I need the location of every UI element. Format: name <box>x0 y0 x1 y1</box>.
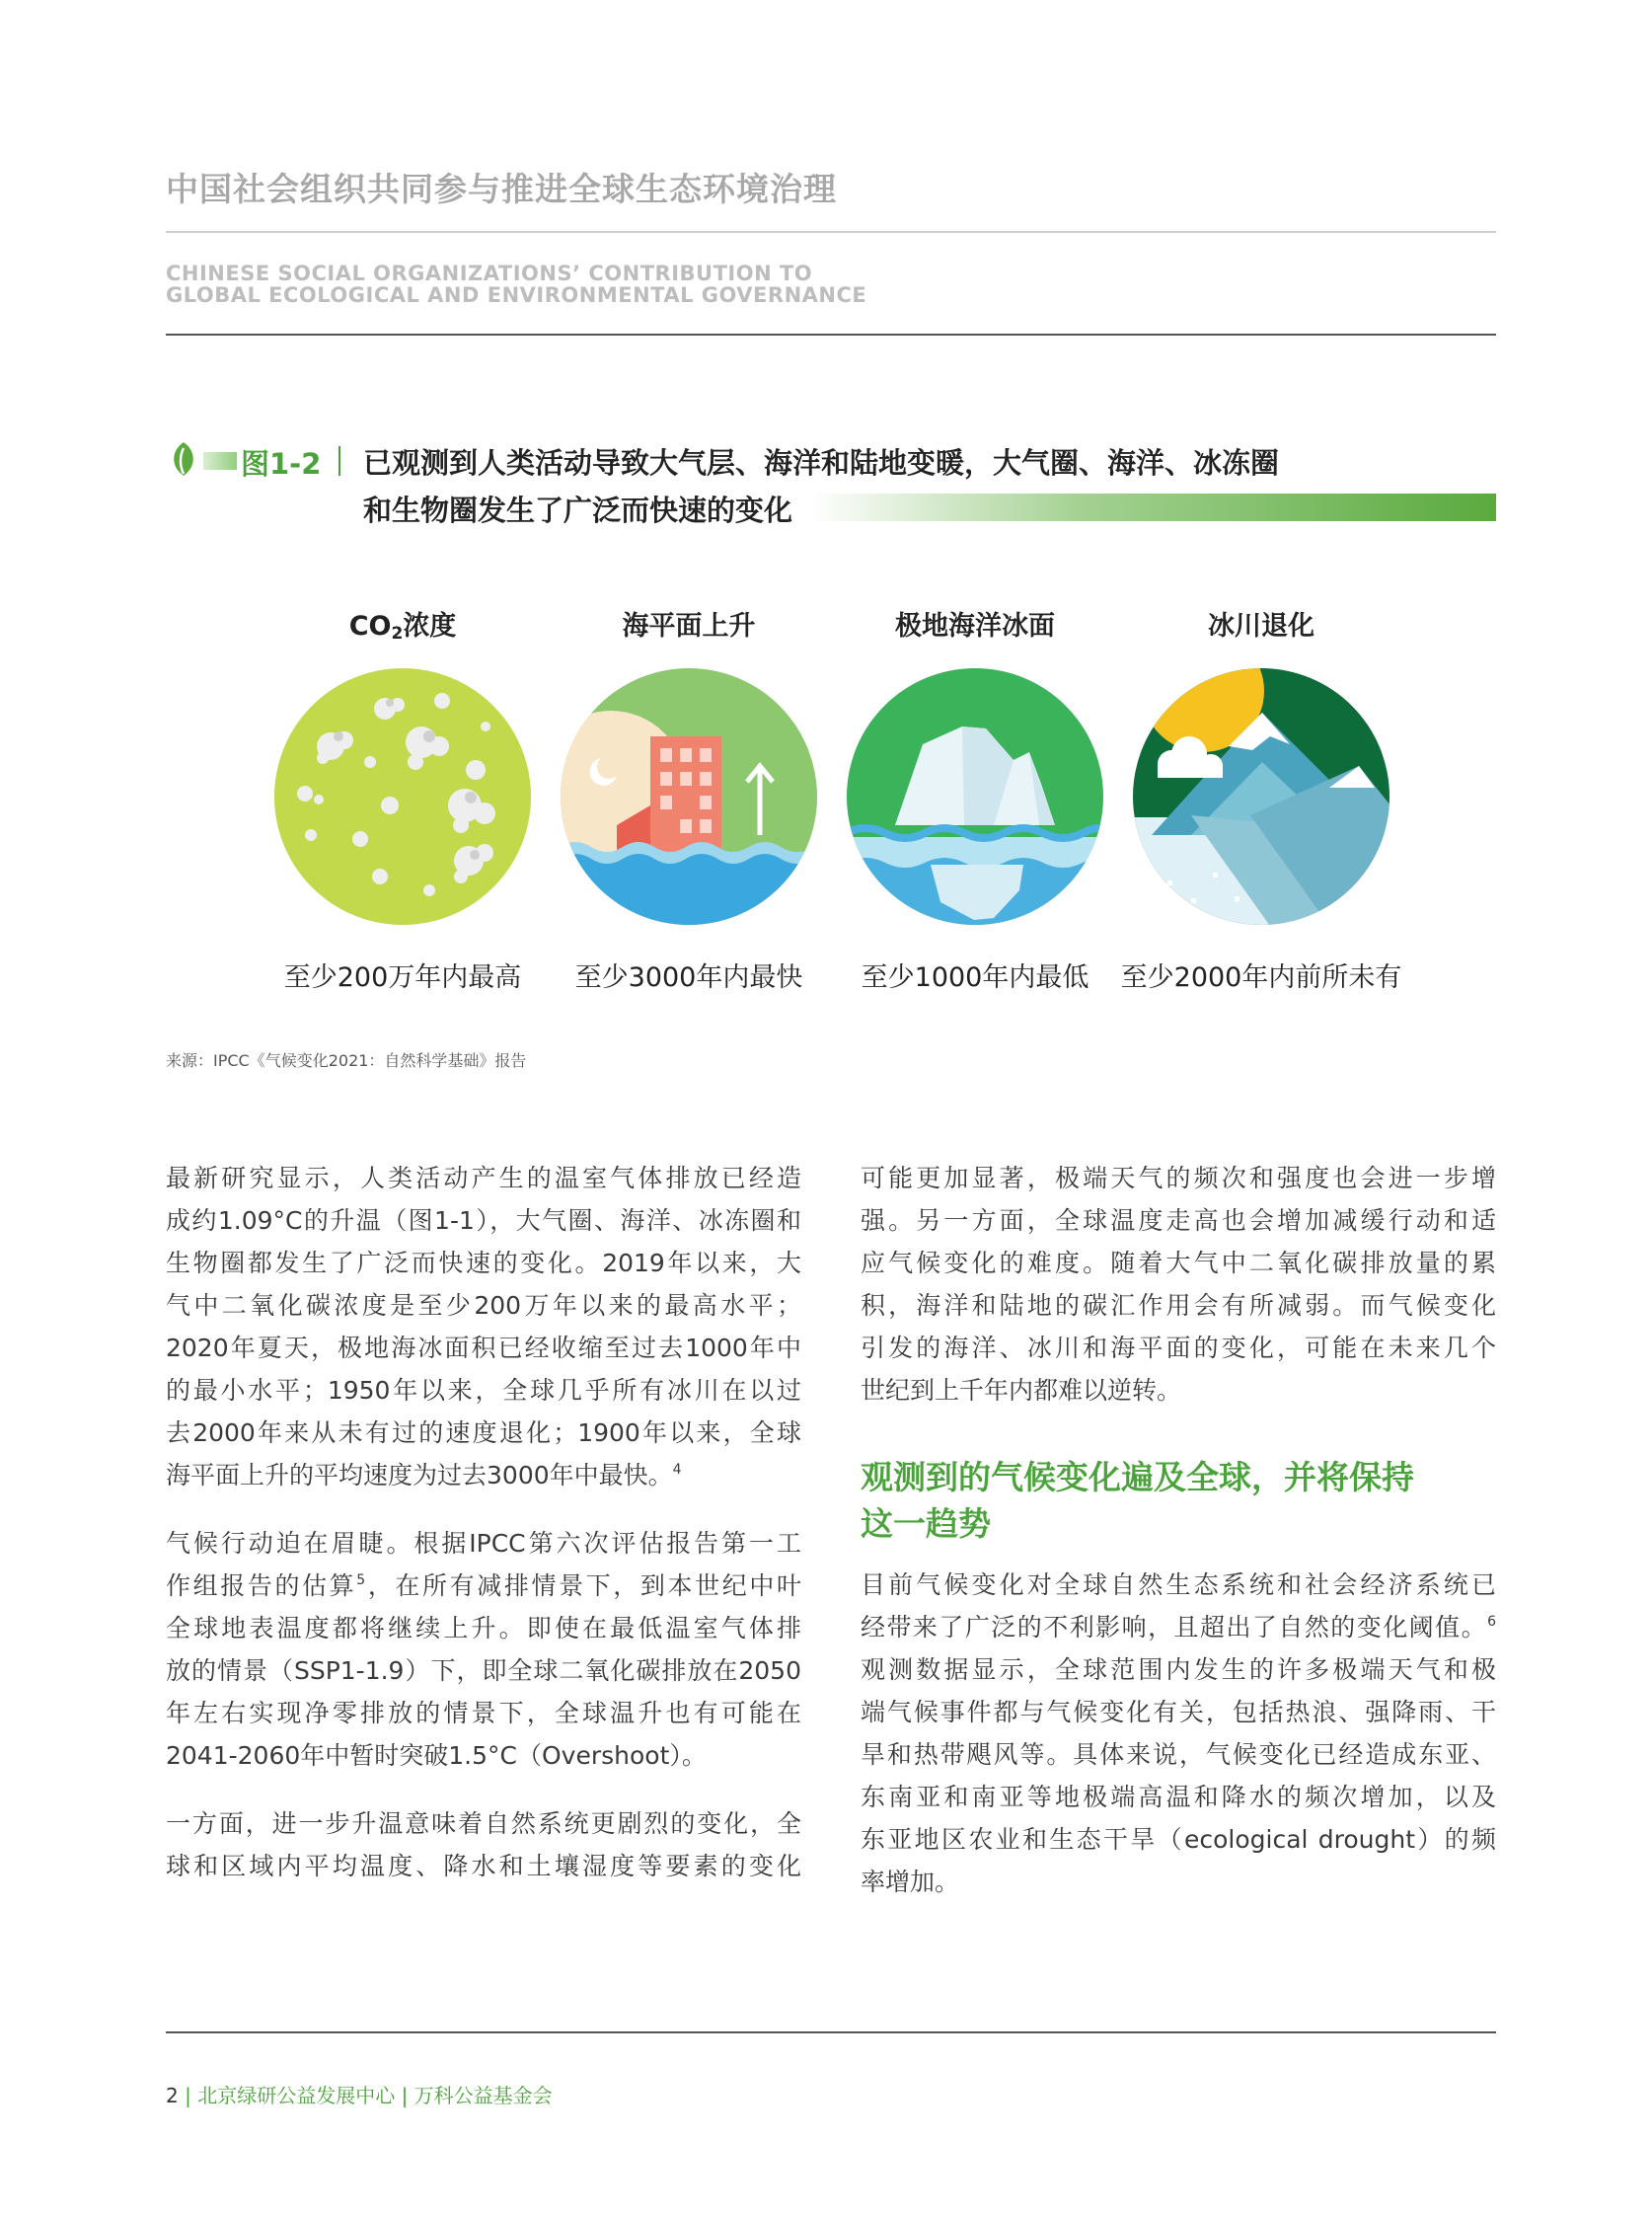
icon-caption-sea-level: 至少3000年内最快 <box>574 962 803 993</box>
paragraph-1 <box>166 1157 801 1496</box>
paragraph-5-line: 东南亚和南亚等地极端高温和降水的频次增加，以及 <box>861 1783 1496 1811</box>
icon-title-co2 <box>255 604 551 644</box>
paragraph-1-line: 去2000年来从未有过的速度退化；1900年以来，全球 <box>166 1418 801 1447</box>
section-subheading <box>861 1454 1496 1547</box>
header-title-en-line1: CHINESE SOCIAL ORGANIZATIONS’ CONTRIBUTION TO <box>166 262 813 285</box>
paragraph-2-line <box>166 1565 801 1607</box>
figure-title-line1: 已观测到人类活动导致大气层、海洋和陆地变暖，大气圈、海洋、冰冻圈 <box>363 446 1280 480</box>
leaf-icon <box>166 440 201 478</box>
header-divider-light <box>166 231 1496 233</box>
paragraph-3-line: 球和区域内平均温度、降水和土壤湿度等要素的变化 <box>166 1852 801 1880</box>
co2-bubbles-icon <box>273 667 532 926</box>
paragraph-5-line: 东亚地区农业和生态干旱（ecological drought）的频 <box>861 1825 1496 1854</box>
paragraph-2 <box>166 1522 801 1777</box>
paragraph-4-line: 世纪到上千年内都难以逆转。 <box>861 1376 1182 1405</box>
header-title-cn: 中国社会组织共同参与推进全球生态环境治理 <box>166 170 837 208</box>
paragraph-2-text: ，在所有减排情景下，到本世纪中叶 <box>365 1571 801 1600</box>
sea-level-rise-icon <box>560 667 818 926</box>
icon-title-co2-main: CO <box>348 611 392 642</box>
icon-title-co2-suffix: 浓度 <box>403 611 457 642</box>
header-title-en-line2: GLOBAL ECOLOGICAL AND ENVIRONMENTAL GOVERNANCE <box>166 283 867 307</box>
footnote-ref: 4 <box>672 1462 682 1478</box>
section-subheading-line1: 观测到的气候变化遍及全球，并将保持 <box>861 1458 1414 1496</box>
paragraph-1-line <box>166 1454 801 1496</box>
polar-sea-ice-icon <box>846 667 1104 926</box>
paragraph-2-line: 气候行动迫在眉睫。根据IPCC第六次评估报告第一工 <box>166 1529 801 1558</box>
paragraph-4-line: 应气候变化的难度。随着大气中二氧化碳排放量的累 <box>861 1249 1496 1277</box>
figure-label-accent <box>203 452 237 470</box>
icon-caption-glacier: 至少2000年内前所未有 <box>1120 962 1402 993</box>
paragraph-5-line: 观测数据显示，全球范围内发生的许多极端天气和极 <box>861 1655 1496 1684</box>
paragraph-5-line <box>861 1606 1496 1648</box>
page-number: 2 <box>166 2084 179 2107</box>
paragraph-5-line: 率增加。 <box>861 1868 960 1896</box>
footer-org-2: 万科公益基金会 <box>413 2084 553 2107</box>
figure-title-line2: 和生物圈发生了广泛而快速的变化 <box>363 494 793 527</box>
paragraph-2-text: 作组报告的估算 <box>166 1571 357 1600</box>
icon-caption-co2: 至少200万年内最高 <box>283 962 522 993</box>
paragraph-4-line: 引发的海洋、冰川和海平面的变化，可能在未来几个 <box>861 1334 1496 1362</box>
paragraph-2-line: 全球地表温度都将继续上升。即使在最低温室气体排 <box>166 1614 801 1642</box>
paragraph-4-line: 强。另一方面，全球温度走高也会增加减缓行动和适 <box>861 1206 1496 1235</box>
paragraph-1-line: 成约1.09°C的升温（图1-1），大气圈、海洋、冰冻圈和 <box>166 1206 801 1235</box>
glacier-retreat-icon <box>1132 667 1390 926</box>
paragraph-1-line: 2020年夏天，极地海冰面积已经收缩至过去1000年中 <box>166 1334 801 1362</box>
paragraph-1-line: 的最小水平；1950年以来，全球几乎所有冰川在以过 <box>166 1376 801 1405</box>
paragraph-5-line: 旱和热带飓风等。具体来说，气候变化已经造成东亚、 <box>861 1740 1496 1769</box>
icon-title-glacier: 冰川退化 <box>1208 611 1314 642</box>
paragraph-1-line: 生物圈都发生了广泛而快速的变化。2019年以来，大 <box>166 1249 801 1277</box>
paragraph-3-line: 一方面，进一步升温意味着自然系统更剧烈的变化，全 <box>166 1809 801 1838</box>
paragraph-4-line: 积，海洋和陆地的碳汇作用会有所减弱。而气候变化 <box>861 1291 1496 1320</box>
paragraph-2-line: 2041-2060年中暂时突破1.5°C（Overshoot）。 <box>166 1741 707 1770</box>
section-subheading-line2: 这一趋势 <box>861 1504 991 1543</box>
header-title-en <box>166 263 866 306</box>
paragraph-1-line: 最新研究显示，人类活动产生的温室气体排放已经造 <box>166 1164 801 1192</box>
header-divider-dark <box>166 334 1496 336</box>
paragraph-5-text: 经带来了广泛的不利影响，且超出了自然的变化阈值。 <box>861 1613 1488 1642</box>
footer-org-1: 北京绿研公益发展中心 <box>197 2084 396 2107</box>
figure-source: 来源：IPCC《气候变化2021：自然科学基础》报告 <box>166 1051 527 1070</box>
paragraph-5 <box>861 1564 1496 1903</box>
figure-label: 图1-2 <box>241 447 322 481</box>
footer-divider <box>166 2031 1496 2033</box>
footer-separator: | <box>185 2084 191 2107</box>
icon-title-co2-subscript: 2 <box>391 624 404 644</box>
paragraph-4-line: 可能更加显著，极端天气的频次和强度也会进一步增 <box>861 1164 1496 1192</box>
footnote-ref: 6 <box>1487 1614 1496 1630</box>
icon-title-sea-ice: 极地海洋冰面 <box>895 611 1055 642</box>
figure-title-gradient-band <box>809 494 1496 521</box>
icon-caption-sea-ice: 至少1000年内最低 <box>861 962 1089 993</box>
paragraph-1-line: 气中二氧化碳浓度是至少200万年以来的最高水平； <box>166 1291 801 1320</box>
paragraph-2-line: 放的情景（SSP1-1.9）下，即全球二氧化碳排放在2050 <box>166 1656 801 1685</box>
paragraph-3 <box>166 1802 801 1887</box>
icon-title-sea-level: 海平面上升 <box>622 611 756 642</box>
paragraph-1-last-text: 海平面上升的平均速度为过去3000年中最快。 <box>166 1461 673 1489</box>
paragraph-5-line: 端气候事件都与气候变化有关，包括热浪、强降雨、干 <box>861 1698 1496 1726</box>
footer-separator: | <box>401 2084 409 2107</box>
footer <box>166 2080 553 2108</box>
figure-label-separator <box>338 446 340 476</box>
paragraph-5-line: 目前气候变化对全球自然生态系统和社会经济系统已 <box>861 1570 1496 1599</box>
paragraph-2-line: 年左右实现净零排放的情景下，全球温升也有可能在 <box>166 1699 801 1727</box>
footnote-ref: 5 <box>356 1572 366 1588</box>
paragraph-4 <box>861 1157 1496 1412</box>
